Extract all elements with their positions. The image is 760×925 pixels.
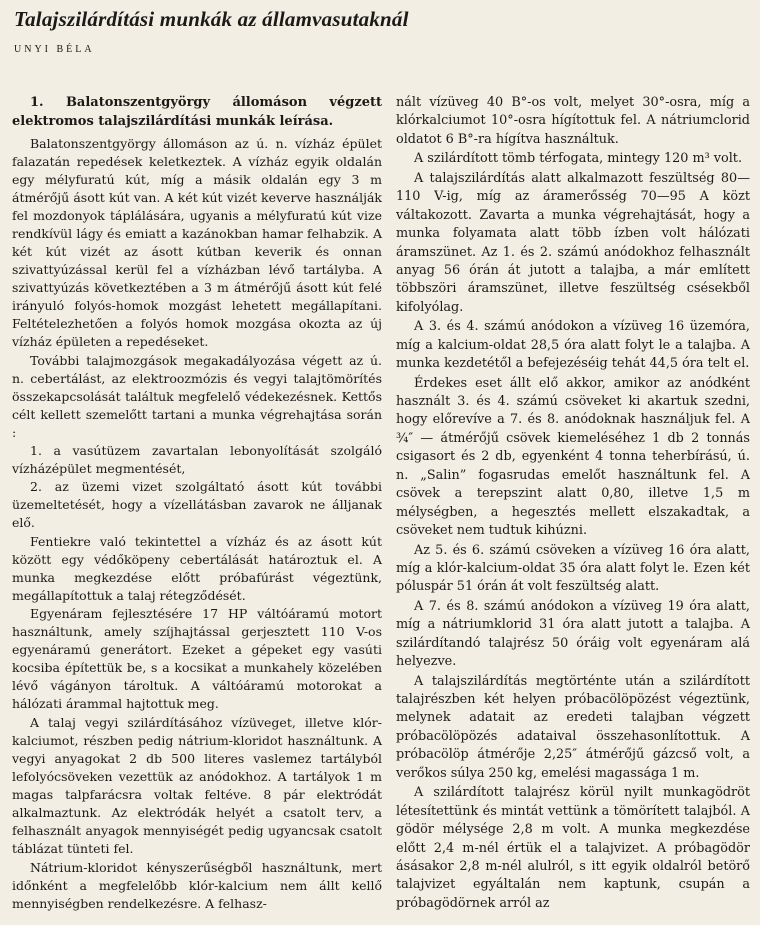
paragraph: Fentiekre való tekintettel a vízház és az ásott kút között egy védőköpeny cebertálását határoztuk el. A munka megkezdése előtt próbafúrást végeztünk, megállapítottuk a talaj rétegződését. [12, 534, 382, 604]
left-column [12, 94, 382, 913]
paragraph: A szilárdított tömb térfogata, mintegy 120 m³ volt. [414, 151, 743, 167]
author-name: UNYI BÉLA [14, 44, 95, 55]
paragraph: Egyenáram fejlesztésére 17 HP váltóáramú motort használtunk, amely szíjhajtással gerjesztett 110 V-os egyenáramú generátort. Ezeket a gépeket egy vasúti kocsiba építettük be, s a kocsikat a munkahely közelében lévő vágányon tároltuk. A váltóáramú motorokat a hálózati árammal hajtottuk meg. [12, 606, 382, 712]
paragraph: Érdekes eset állt elő akkor, amikor az anódként használt 3. és 4. számú csöveket ki akartuk szedni, hogy előrevíve a 7. és 8. anódoknak használjuk fel. A ¾″ — átmérőjű csövek kiemeléséhez 1 db 2 tonnás csigasort és 2 db, egyenként 4 tonna teherbírású, ú. n. „Salin” fogasrudas emelőt használtunk fel. A csövek a terepszint alatt 0,80, illetve 1,5 m mélységben, a hegesztés mellett elszakadtak, a csöveket nem tudtuk kihúzni. [396, 375, 750, 539]
paragraph: A talaj vegyi szilárdításához vízüveget, illetve klór-kalciumot, részben pedig nátrium-kloridot használtunk. A vegyi anyagokat 2 db 500 literes vaslemez tartályból lefolyócsöveken vezettük az anódokhoz. A tartályok 1 m magas talpfarácsra voltak feltéve. 8 pár elektródát alkalmaztunk. Az elektródák helyét a csatolt terv, a felhasznált anyagok mennyiségét pedig ugyancsak csatolt táblázat tünteti fel. [12, 714, 382, 856]
section-heading: 1. Balatonszentgyörgy állomáson végzett elektromos talajszilárdítási munkák leírása. [12, 95, 382, 129]
paragraph: Az 5. és 6. számú csöveken a vízüveg 16 óra alatt, míg a klór-kalcium-oldat 35 óra alatt folyt le. Ezen két póluspár 51 órán át volt feszültség alatt. [396, 542, 750, 595]
paragraph: A szilárdított talajrész körül nyilt munkagödröt létesítettünk és mintát vettünk a tömörített talajból. A gödör mélysége 2,8 m volt. A munka megkezdése előtt 2,4 m-nél értük el a talajvizet. A próbagödör ásásakor 2,8 m-nél alulról, s itt egyik oldalról betörő talajvizet egyáltalán nem kaptunk, csupán a próbagödörnek arról az [396, 785, 750, 911]
paragraph: A talajszilárdítás alatt alkalmazott feszültség 80—110 V-ig, míg az áramerősség 70—95 A közt váltakozott. Zavarta a munka végrehajtását, hogy a munka folyamata alatt több ízben volt hálózati áramszünet. Az 1. és 2. számú anódokhoz felhasznált anyag 56 órán át jutott a talajba, a már említett többszöri áramszünet, illetve feszültség csésekből kifolyólag. [396, 170, 750, 315]
list-item: 2. az üzemi vizet szolgáltató ásott kút további üzemeltetését, hogy a vízellátásban zavarok ne álljanak elő. [12, 479, 382, 531]
list-item: 1. a vasútüzem zavartalan lebonyolítását szolgáló vízházépület megmentését, [12, 443, 382, 477]
paragraph: További talajmozgások megakadályozása végett az ú. n. cebertálást, az elektroozmózis és vegyi talajtömörítés összekapcsolását találtuk megfelelő védekezésnek. Kettős célt kellett szemelőtt tartani a munka végrehajtása során : [12, 353, 382, 441]
paragraph: Balatonszentgyörgy állomáson az ú. n. vízház épület falazatán repedések keletkeztek. A vízház egyik oldalán egy mélyfuratú kút, míg a másik oldalán egy 3 m átmérőjű ásott kút van. A két kút vizét keverve használják fel mozdonyok táplálására, ugyanis a mélyfuratú kút vize rendkívül lágy és emiatt a kazánokban hamar felhabzik. A két kút vizét az ásott kútban keverik és onnan szivattyúzással kerül fel a vízházban lévő tartályba. A szivattyúzás következtében a 3 m átmérőjű ásott kút felé irányuló folyós-homok mozgást lehetett megállapítani. Feltételezhetően a folyós homok mozgása okozta az új vízház épületen a repedéseket. [12, 136, 382, 350]
right-column [396, 94, 750, 913]
paragraph: A 3. és 4. számú anódokon a vízüveg 16 üzemóra, míg a kalcium-oldat 28,5 óra alatt folyt le a talajba. A munka kezdetétől a befejezéséig tehát 44,5 óra telt el. [396, 319, 750, 372]
paragraph: A talajszilárdítás megtörténte után a szilárdított talajrészben két helyen próbacölöpözést végeztünk, melynek adatait az eredeti talajban végzett próbacölöpözés adataival összehasonlítottuk. A próbacölöp átmérője 2,25″ átmérőjű gázcső volt, a verőkos súlya 250 kg, emelési magassága 1 m. [396, 673, 750, 781]
paragraph: A 7. és 8. számú anódokon a vízüveg 19 óra alatt, míg a nátriumklorid 31 óra alatt jutott a talajba. A szilárdítandó talajrész 50 óráig volt egyenáram alá helyezve. [396, 598, 750, 670]
paragraph: Nátrium-kloridot kényszerűségből használtunk, mert időnként a megfelelőbb klór-kalcium nem állt kellő mennyiségben rendelkezésre. A felhasz- [12, 859, 382, 911]
article-title: Talajszilárdítási munkák az államvasutaknál [14, 7, 409, 31]
paragraph: nált vízüveg 40 B°-os volt, melyet 30°-osra, míg a klórkalciumot 10°-osra hígítottuk fel. A nátriumclorid oldatot 6 B°-ra hígítva használtuk. [396, 95, 750, 147]
